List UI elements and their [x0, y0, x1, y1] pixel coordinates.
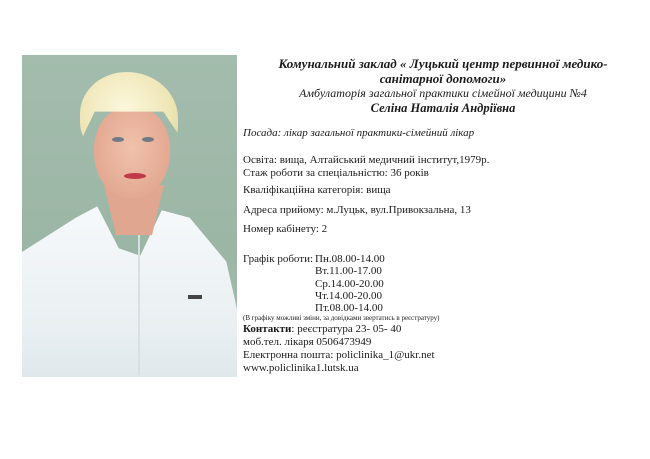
eye-left — [112, 137, 124, 142]
website-link[interactable]: www.policlinika1.lutsk.ua — [243, 362, 359, 374]
education: Освіта: вища, Алтайський медичний інститут,1979р. — [243, 154, 490, 166]
ambulatory-name: Амбулаторія загальної практики сімейної медицини №4 — [299, 86, 587, 100]
room-number: Номер кабінету: 2 — [243, 223, 328, 235]
schedule-day: Вт.11.00-17.00 — [315, 265, 382, 277]
address: Адреса прийому: м.Луцьк, вул.Привокзальна, 13 — [243, 204, 471, 216]
schedule-day: Пт.08.00-14.00 — [315, 302, 383, 314]
schedule-day: Ср.14.00-20.00 — [315, 278, 384, 290]
registry-phone: : реєстратура 23- 05- 40 — [291, 323, 402, 335]
org-name-line1: Комунальний заклад « Луцький центр первинної медико- — [278, 56, 608, 71]
org-name-line2: санітарної допомоги» — [379, 71, 507, 86]
doctor-photo — [22, 55, 237, 377]
schedule-day: Чт.14.00-20.00 — [315, 290, 383, 302]
lips — [124, 173, 146, 179]
experience: Стаж роботи за спеціальністю: 36 років — [243, 167, 429, 179]
contacts-label: Контакти — [243, 323, 292, 335]
contacts-registry — [243, 323, 401, 335]
eye-right — [142, 137, 154, 142]
email[interactable]: Електронна пошта: policlinika_1@ukr.net — [243, 349, 435, 361]
name-badge — [188, 295, 202, 299]
schedule-note: (В графіку можливі зміни, за довідками звертатись в реєстратуру) — [243, 314, 440, 322]
doctor-mobile: моб.тел. лікаря 0506473949 — [243, 336, 372, 348]
face — [94, 107, 170, 199]
qualification-category: Кваліфікаційна категорія: вища — [243, 184, 391, 196]
schedule-day: Пн.08.00-14.00 — [315, 253, 385, 265]
doctor-name: Селіна Наталія Андріївна — [370, 101, 516, 115]
coat-seam — [138, 235, 140, 375]
schedule-label: Графік роботи: — [243, 253, 314, 265]
position: Посада: лікар загальної практики-сімейний лікар — [243, 127, 475, 139]
header — [243, 56, 643, 116]
